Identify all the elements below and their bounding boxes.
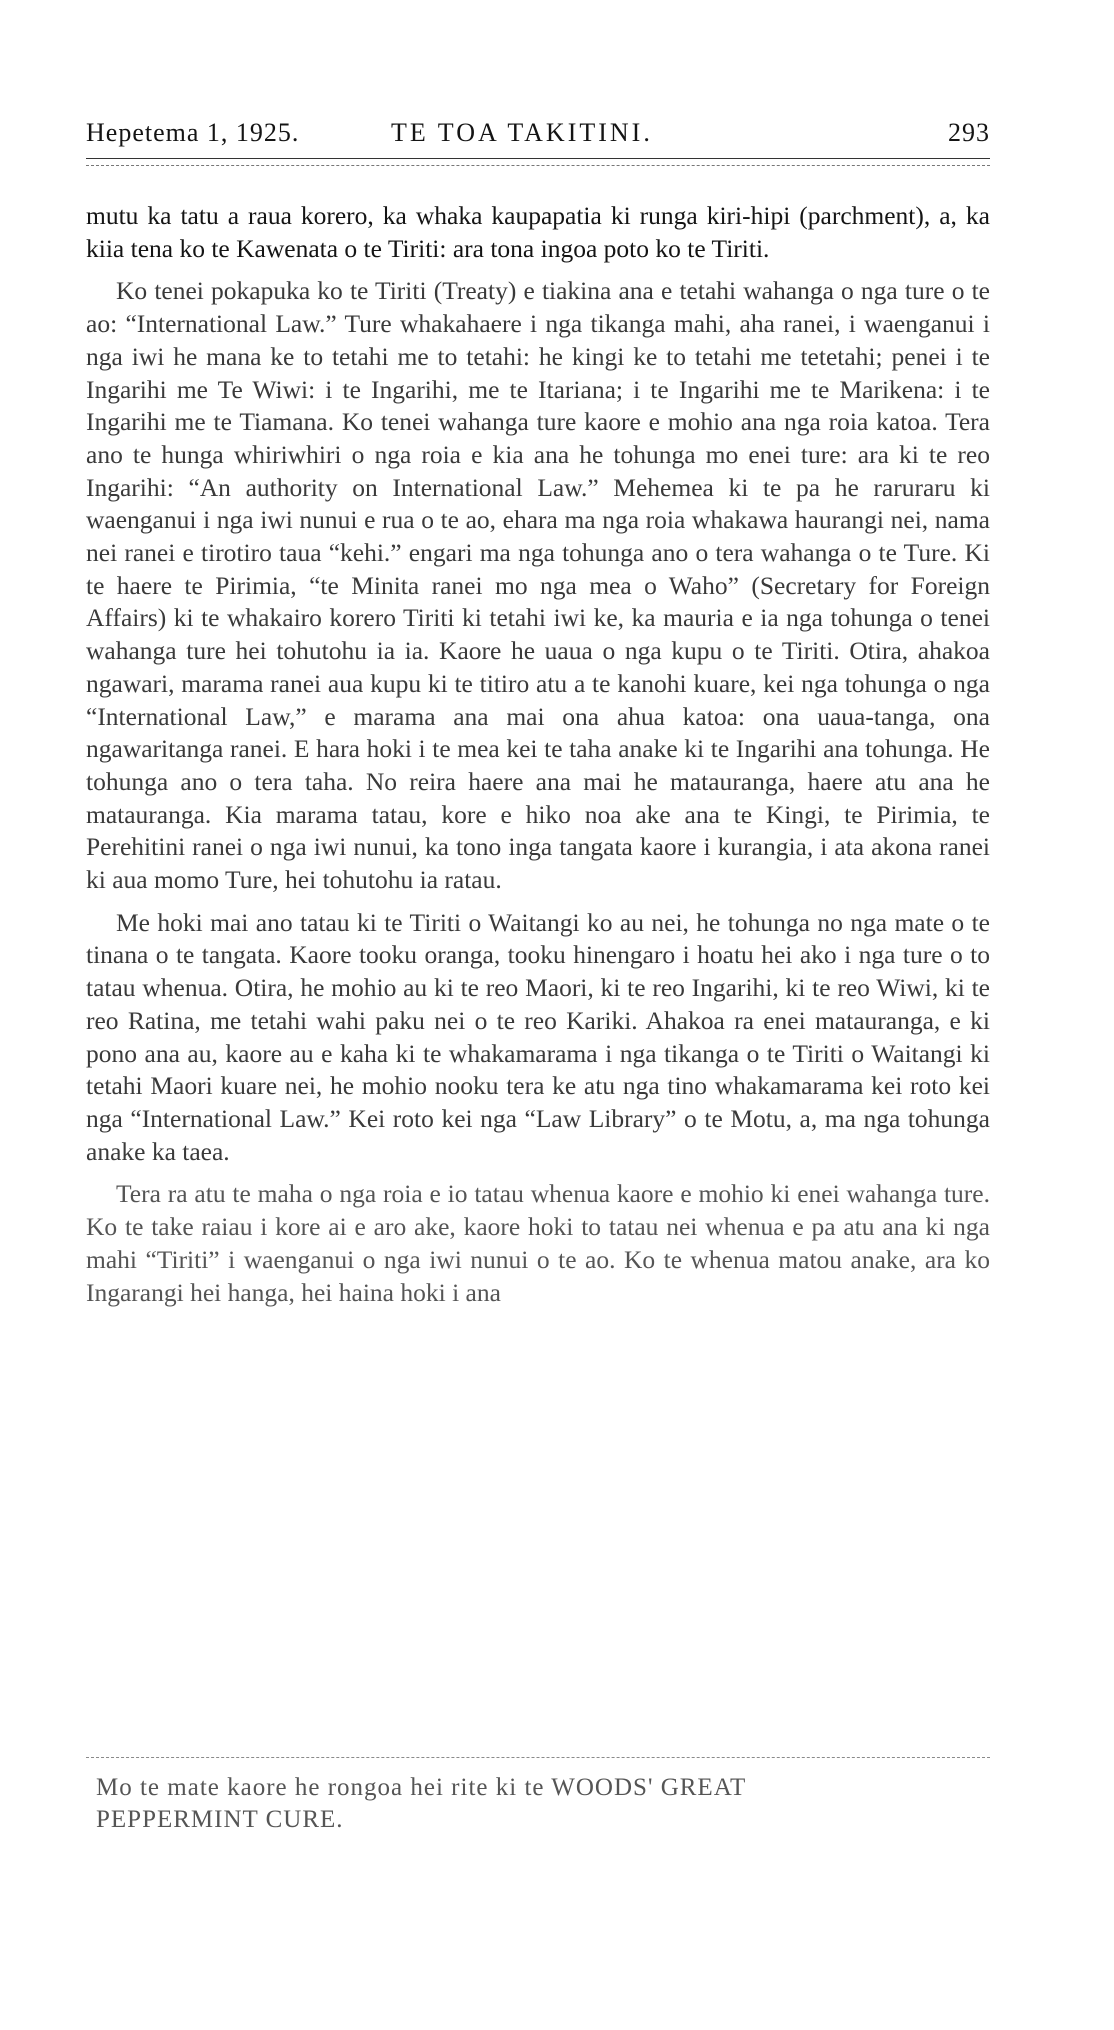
header-rule-secondary: [86, 165, 990, 166]
paragraph-1: mutu ka tatu a raua korero, ka whaka kaupapatia ki runga kiri-hipi (parchment), a, ka kiia tena ko te Kawenata o te Tiriti: ara tona ingoa poto ko te Tiriti.: [86, 201, 990, 263]
footnote-line-1: Mo te mate kaore he rongoa hei rite ki te WOODS' GREAT: [96, 1774, 747, 1801]
header-date: Hepetema 1, 1925.: [86, 118, 300, 147]
footnote-rule: [86, 1757, 990, 1758]
article-body: [86, 200, 990, 1319]
paragraph-2: Ko tenei pokapuka ko te Tiriti (Treaty) e tiakina ana e tetahi wahanga o nga ture o te ao: “International Law.” Ture whakahaere i nga tikanga mahi, aha ranei, i waenganui i nga iwi he mana ke to tetahi me to tetahi: he kingi ke to tetahi me tetetahi; penei i te Ingarihi me Te Wiwi: i te Ingarihi, me te Itariana; i te Ingarihi me te Marikena: i te Ingarihi me te Tiamana. Ko tenei wahanga ture kaore e mohio ana nga roia katoa. Tera ano te hunga whiriwhiri o nga roia e kia ana he tohunga mo enei ture: ara ki te reo Ingarihi: “An authority on International Law.” Mehemea ki te pa he raruraru ki waenganui i nga iwi nunui e rua o te ao, ehara ma nga roia whakawa haurangi nei, nama nei ranei e tirotiro taua “kehi.” engari ma nga tohunga ano o tera wahanga o te Ture. Ki te haere te Pirimia, “te Minita ranei mo nga mea o Waho” (Secretary for Foreign Affairs) ki te whakairo korero Tiriti ki tetahi iwi ke, ka mauria e ia nga tohunga o tenei wahanga ture hei tohutohu ia ia. Kaore he uaua o nga kupu o te Tiriti. Otira, ahakoa ngawari, marama ranei aua kupu ki te titiro atu a te kanohi kuare, kei nga tohunga o nga “International Law,” e marama ana mai ona ahua katoa: ona uaua-tanga, ona ngawaritanga ranei. E hara hoki i te mea kei te taha anake ki te Ingarihi ana tohunga. He tohunga ano o tera taha. No reira haere ana mai he matauranga, haere atu ana he matauranga. Kia marama tatau, kore e hiko noa ake ana te Kingi, te Pirimia, te Perehitini ranei o nga iwi nunui, ka tono inga tangata kaore i kurangia, i ata akona ranei ki aua momo Ture, hei tohutohu ia ratau.: [86, 276, 990, 895]
paragraph-3: Me hoki mai ano tatau ki te Tiriti o Waitangi ko au nei, he tohunga no nga mate o te tinana o te tangata. Kaore tooku oranga, tooku hinengaro i hoatu hei ako i nga ture o to tatau whenua. Otira, he mohio au ki te reo Maori, ki te reo Ingarihi, ki te reo Wiwi, ki te reo Ratina, me tetahi wahi paku nei o te reo Kariki. Ahakoa ra enei matauranga, e ki pono ana au, kaore au e kaha ki te whakamarama i nga tikanga o te Tiriti o Waitangi ki tetahi Maori kuare nei, he mohio nooku tera ke atu nga tino whakamarama kei roto kei nga “International Law.” Kei roto kei nga “Law Library” o te Motu, a, ma nga tohunga anake ka taea.: [86, 907, 990, 1166]
running-header: [86, 118, 990, 158]
header-title: TE TOA TAKITINI.: [391, 118, 653, 147]
header-rule: [86, 158, 990, 159]
paragraph-4: Tera ra atu te maha o nga roia e io tatau whenua kaore e mohio ki enei wahanga ture. Ko te take raiau i kore ai e aro ake, kaore hoki to tatau nei whenua e pa atu ana ki nga mahi “Tiriti” i waenganui o nga iwi nunui o te ao. Ko te whenua matou anake, ara ko Ingarangi hei hanga, hei haina hoki i ana: [86, 1179, 990, 1307]
advertisement-footnote: [96, 1772, 990, 1836]
footnote-line-2: PEPPERMINT CURE.: [96, 1806, 344, 1833]
page-number: 293: [948, 118, 990, 147]
